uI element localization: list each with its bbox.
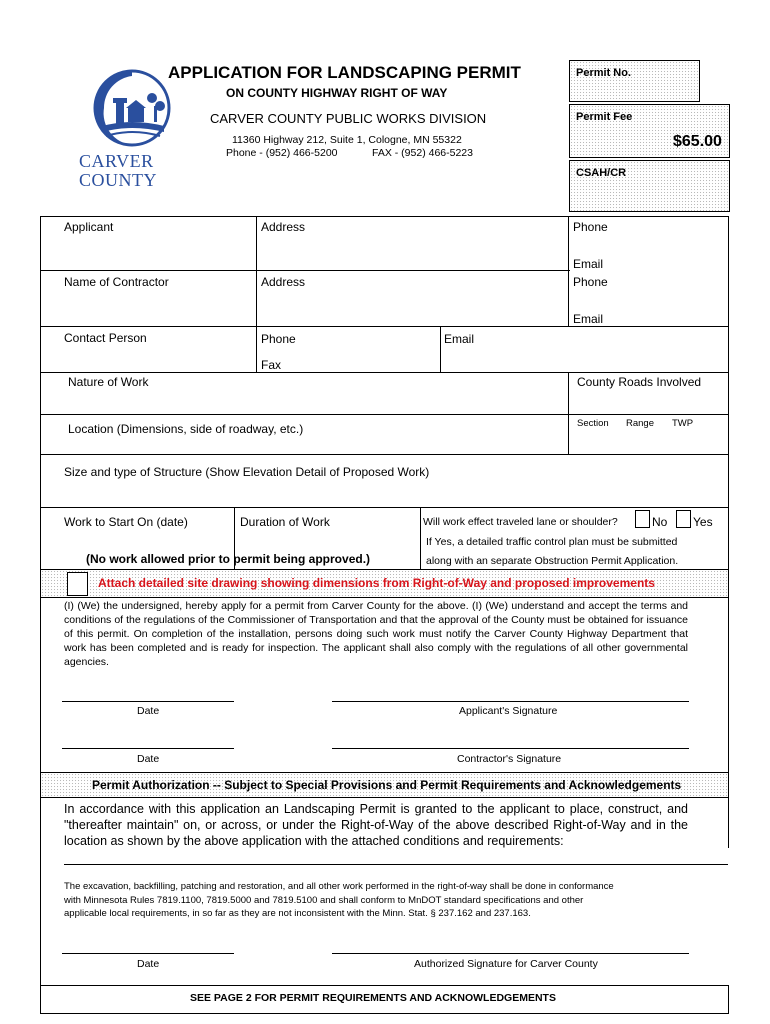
division-address: 11360 Highway 212, Suite 1, Cologne, MN 55322 — [232, 134, 462, 146]
date-label-1: Date — [137, 705, 160, 717]
division-name: CARVER COUNTY PUBLIC WORKS DIVISION — [210, 111, 487, 126]
footer-note: SEE PAGE 2 FOR PERMIT REQUIREMENTS AND ACKNOWLEDGEMENTS — [190, 992, 556, 1004]
date-line-3[interactable] — [62, 953, 234, 954]
traffic-note-1: If Yes, a detailed traffic control plan must be submitted — [426, 536, 678, 548]
permit-fee-label: Permit Fee — [576, 111, 633, 123]
permit-fee-value: $65.00 — [673, 133, 722, 150]
location-label: Location (Dimensions, side of roadway, etc.) — [68, 422, 304, 436]
structure-label: Size and type of Structure (Show Elevation Detail of Proposed Work) — [64, 465, 430, 479]
contact-phone-label: Phone — [261, 332, 296, 346]
applicant-phone-label: Phone — [573, 220, 608, 234]
twp-label: TWP — [672, 418, 694, 429]
no-checkbox[interactable] — [635, 510, 650, 528]
traffic-note-2: along with an separate Obstruction Permit Application. — [426, 555, 679, 567]
lane-question: Will work effect traveled lane or shoulder? — [423, 516, 618, 528]
attach-checkbox[interactable] — [67, 572, 88, 596]
applicant-address-label: Address — [261, 220, 306, 234]
csah-label: CSAH/CR — [576, 167, 627, 179]
applicant-email-label: Email — [573, 257, 604, 271]
authorization-header: Permit Authorization -- Subject to Special Provisions and Permit Requirements and Acknowledgements — [92, 778, 682, 792]
date-label-3: Date — [137, 958, 160, 970]
contractor-email-label: Email — [573, 312, 604, 326]
duration-label: Duration of Work — [240, 515, 330, 529]
grant-text: In accordance with this application an Landscaping Permit is granted to the applicant to place, construct, and "thereafter maintain" on, or across, or under the Right-of-Way of the above described Right-of-Way and in the location as shown by the above application with the attached conditions and requirements: — [64, 802, 688, 848]
conditions-line[interactable] — [64, 864, 728, 865]
date-label-2: Date — [137, 753, 160, 765]
authorized-signature-line[interactable] — [332, 953, 689, 954]
applicant-signature-label: Applicant's Signature — [459, 705, 558, 717]
county-logo — [76, 62, 176, 192]
contact-email-label: Email — [444, 332, 475, 346]
logo-text-county: COUNTY — [79, 170, 157, 190]
attach-note: Attach detailed site drawing showing dimensions from Right-of-Way and proposed improvements — [98, 576, 655, 590]
start-date-label: Work to Start On (date) — [64, 515, 188, 529]
contractor-signature-label: Contractor's Signature — [457, 753, 562, 765]
section-label: Section — [577, 418, 609, 429]
contact-fax-label: Fax — [261, 358, 282, 372]
contractor-signature-line[interactable] — [332, 748, 689, 749]
contact-person-label: Contact Person — [64, 331, 147, 345]
division-fax: FAX - (952) 466-5223 — [372, 147, 473, 159]
yes-checkbox[interactable] — [676, 510, 691, 528]
county-roads-label: County Roads Involved — [577, 375, 702, 389]
range-label: Range — [626, 418, 654, 429]
no-work-note: (No work allowed prior to permit being approved.) — [86, 552, 371, 566]
page-subtitle: ON COUNTY HIGHWAY RIGHT OF WAY — [226, 86, 448, 100]
contractor-label: Name of Contractor — [64, 275, 169, 289]
excavation-text: The excavation, backfilling, patching and restoration, and all other work performed in the right-of-way shall be done in conformance with Minnesota Rules 7819.1100, 7819.5000 and 7819.5100 and shall conform to MnDOT standard specifications and other applicable local requirements, in so far as they are not inconsistent with the Minn. Stat. § 237.162 and 237.163. — [64, 881, 614, 919]
declaration-text: (I) (We) the undersigned, hereby apply for a permit from Carver County for the above. (I) (We) understand and accept the terms and conditions of the regulations of the Commissioner of Transportation and that the approval of the County must be obtained for issuance of this permit. On completion of the installation, persons doing such work must notify the Carver County Highway Department that work has been completed and is ready for inspection. The applicant shall also comply with the regulations of all other governmental agencies. — [64, 600, 688, 668]
date-line-2[interactable] — [62, 748, 234, 749]
permit-no-label: Permit No. — [576, 67, 632, 79]
yes-label: Yes — [693, 515, 713, 529]
date-line-1[interactable] — [62, 701, 234, 702]
logo-text-carver: CARVER — [79, 151, 154, 171]
applicant-label: Applicant — [64, 220, 114, 234]
page-title: APPLICATION FOR LANDSCAPING PERMIT — [168, 63, 521, 82]
applicant-signature-line[interactable] — [332, 701, 689, 702]
contractor-address-label: Address — [261, 275, 306, 289]
contractor-phone-label: Phone — [573, 275, 608, 289]
no-label: No — [652, 515, 668, 529]
authorized-signature-label: Authorized Signature for Carver County — [414, 958, 598, 970]
county-seal-icon — [76, 62, 176, 157]
division-phone: Phone - (952) 466-5200 — [226, 147, 338, 159]
nature-of-work-label: Nature of Work — [68, 375, 149, 389]
